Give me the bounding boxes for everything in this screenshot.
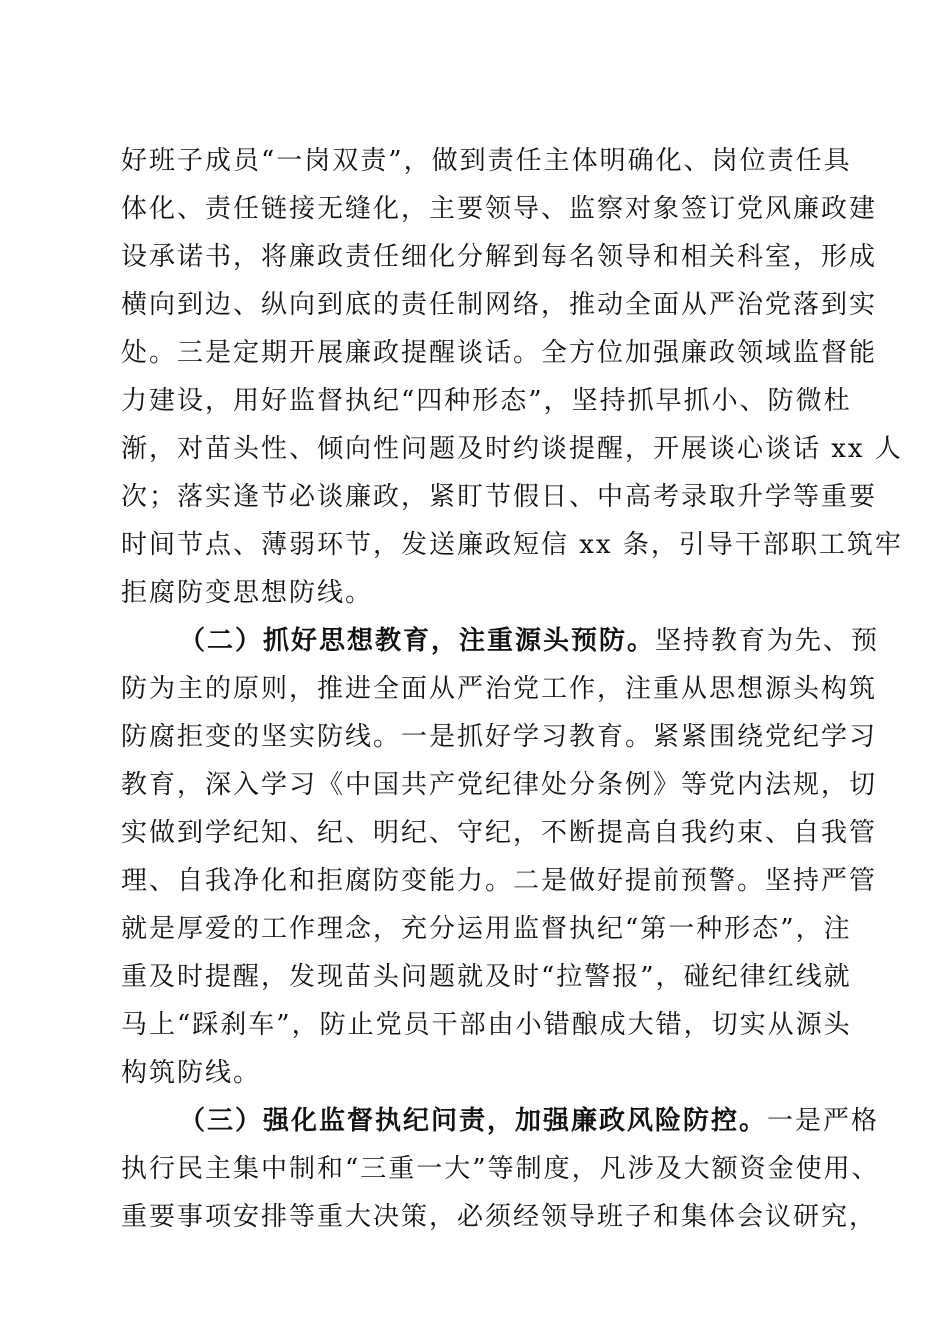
text-segment: 马上“踩刹车”，防止党员干部由小错酿成大错，切实从源头 <box>121 1010 852 1040</box>
text-segment: 教育，深入学习《中国共产党纪律处分条例》等党内法规，切 <box>121 770 878 800</box>
text-segment: 横向到边、纵向到底的责任制网络，推动全面从严治党落到实 <box>121 290 878 320</box>
text-line <box>121 953 852 1001</box>
text-segment: 渐，对苗头性、倾向性问题及时约谈提醒，开展谈心谈话 xx 人 <box>121 434 903 464</box>
text-line <box>121 1145 880 1193</box>
text-segment: 力建设，用好监督执纪“四种形态”，坚持抓早抓小、防微杜 <box>121 386 852 416</box>
text-line <box>121 1193 878 1241</box>
text-segment: 设承诺书，将廉政责任细化分解到每名领导和相关科室，形成 <box>121 242 878 272</box>
text-line <box>121 185 878 233</box>
text-segment: 重要事项安排等重大决策，必须经领导班子和集体会议研究， <box>121 1202 878 1232</box>
section-heading-line <box>121 1097 880 1145</box>
text-line <box>121 1049 833 1097</box>
text-line <box>121 473 878 521</box>
text-line <box>121 761 878 809</box>
text-line <box>121 281 878 329</box>
text-line <box>121 425 903 473</box>
text-line <box>121 713 878 761</box>
text-segment: 处。三是定期开展廉政提醒谈话。全方位加强廉政领域监督能 <box>121 338 878 368</box>
text-segment: 重及时提醒，发现苗头问题就及时“拉警报”，碰纪律红线就 <box>121 962 852 992</box>
section-heading-three: （三）强化监督执纪问责，加强廉政风险防控。 <box>179 1106 768 1136</box>
text-line <box>121 233 878 281</box>
text-line <box>121 1001 852 1049</box>
text-segment: 执行民主集中制和“三重一大”等制度，凡涉及大额资金使用、 <box>121 1154 880 1184</box>
text-segment: 实做到学纪知、纪、明纪、守纪，不断提高自我约束、自我管 <box>121 818 878 848</box>
text-line <box>121 377 852 425</box>
text-segment: 坚持教育为先、预 <box>655 626 880 656</box>
text-segment: 次；落实逢节必谈廉政，紧盯节假日、中高考录取升学等重要 <box>121 482 878 512</box>
section-heading-two: （二）抓好思想教育，注重源头预防。 <box>179 626 656 656</box>
text-line <box>121 809 878 857</box>
body-text <box>121 137 903 1241</box>
text-segment: 一是严格 <box>767 1106 880 1136</box>
text-segment: 时间节点、薄弱环节，发送廉政短信 xx 条，引导干部职工筑牢 <box>121 530 903 560</box>
text-segment: 防腐拒变的坚实防线。一是抓好学习教育。紧紧围绕党纪学习 <box>121 722 878 752</box>
text-segment: 构筑防线。 <box>121 1058 262 1088</box>
text-line <box>121 137 852 185</box>
text-segment: 就是厚爱的工作理念，充分运用监督执纪“第一种形态”，注 <box>121 914 852 944</box>
text-line <box>121 521 903 569</box>
text-line <box>121 329 878 377</box>
section-heading-line <box>121 617 880 665</box>
text-line <box>121 905 852 953</box>
text-line <box>121 665 878 713</box>
text-line <box>121 569 833 617</box>
text-segment: 体化、责任链接无缝化，主要领导、监察对象签订党风廉政建 <box>121 194 878 224</box>
text-line <box>121 857 878 905</box>
text-segment: 理、自我净化和拒腐防变能力。二是做好提前预警。坚持严管 <box>121 866 878 896</box>
text-segment: 拒腐防变思想防线。 <box>121 578 374 608</box>
text-segment: 好班子成员“一岗双责”，做到责任主体明确化、岗位责任具 <box>121 146 852 176</box>
text-segment: 防为主的原则，推进全面从严治党工作，注重从思想源头构筑 <box>121 674 878 704</box>
